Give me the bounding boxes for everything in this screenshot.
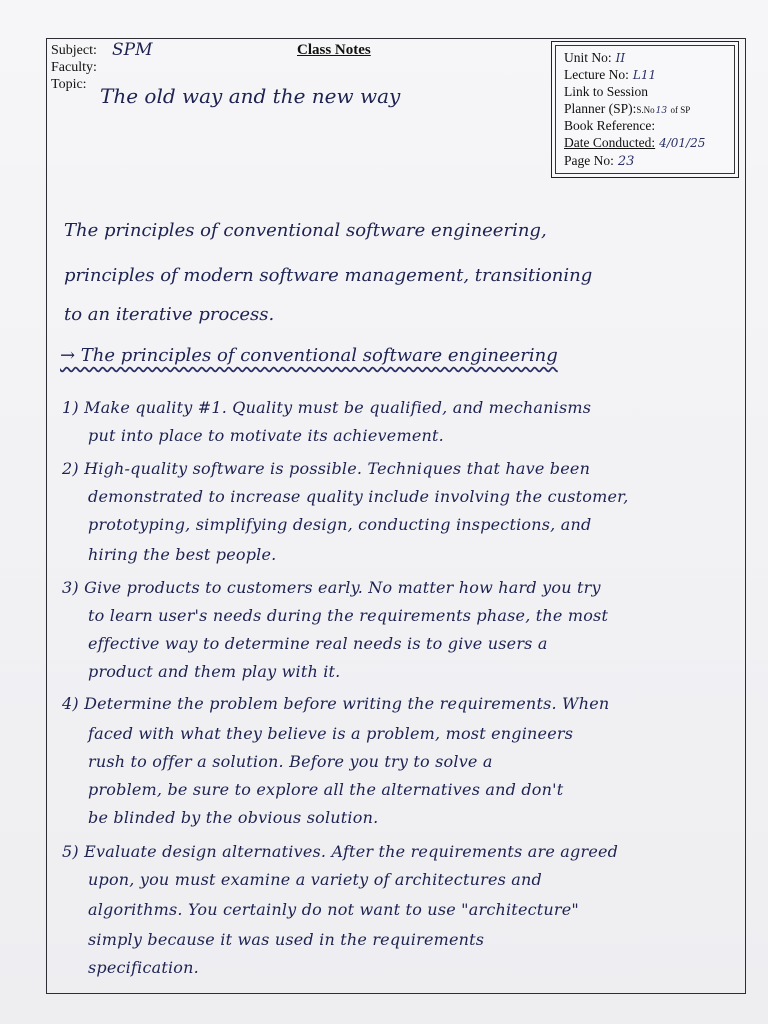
page-label: Page No: [564, 153, 614, 168]
intro-line-3: to an iterative process. [64, 304, 275, 325]
unit-label: Unit No: [564, 50, 612, 65]
planner-prefix: S.No [636, 105, 655, 115]
page-row [564, 153, 634, 169]
item-4-line-3: rush to offer a solution. Before you try to solve a [88, 752, 493, 771]
item-2-line-2: demonstrated to increase quality include involving the customer, [88, 487, 629, 506]
planner-value: 13 [655, 106, 668, 116]
subject-field [51, 43, 97, 59]
planner-row [564, 101, 690, 117]
unit-value: II [615, 51, 626, 65]
item-5-line-5: specification. [88, 958, 199, 977]
page-value: 23 [617, 154, 635, 169]
lecture-label: Lecture No: [564, 67, 629, 82]
intro-line-2: principles of modern software management, transitioning [64, 265, 593, 286]
lecture-info-box [551, 41, 739, 178]
planner-suffix: of SP [670, 105, 691, 115]
planner-label: Planner (SP): [564, 101, 637, 116]
item-2-line-3: prototyping, simplifying design, conducting inspections, and [88, 515, 592, 534]
item-3-line-2: to learn user's needs during the requirements phase, the most [88, 606, 609, 625]
item-4-line-2: faced with what they believe is a problem, most engineers [88, 724, 574, 743]
unit-row [564, 50, 625, 66]
item-5-line-1: 5) Evaluate design alternatives. After the requirements are agreed [62, 842, 619, 861]
subject-value: SPM [112, 40, 153, 60]
item-4-line-4: problem, be sure to explore all the alternatives and don't [88, 780, 564, 799]
item-5-line-2: upon, you must examine a variety of architectures and [88, 870, 542, 889]
item-2-line-4: hiring the best people. [88, 545, 277, 564]
item-1-line-1: 1) Make quality #1. Quality must be qualified, and mechanisms [62, 398, 592, 417]
book-row: Book Reference: [564, 118, 656, 133]
item-3-line-1: 3) Give products to customers early. No matter how hard you try [62, 578, 601, 597]
item-1-line-2: put into place to motivate its achievement. [88, 426, 444, 445]
date-row [564, 135, 705, 151]
topic-value: The old way and the new way [100, 84, 401, 108]
item-3-line-4: product and them play with it. [88, 662, 341, 681]
item-2-line-1: 2) High-quality software is possible. Techniques that have been [62, 459, 591, 478]
topic-label: Topic: [51, 77, 87, 92]
section-heading: → The principles of conventional software engineering [60, 345, 558, 366]
item-4-line-1: 4) Determine the problem before writing the requirements. When [62, 694, 610, 713]
item-3-line-3: effective way to determine real needs is to give users a [88, 634, 548, 653]
link-row: Link to Session [564, 84, 649, 99]
date-value: 4/01/25 [659, 136, 706, 150]
lecture-value: L11 [632, 68, 657, 82]
faculty-label: Faculty: [51, 60, 97, 75]
date-label: Date Conducted: [564, 135, 656, 150]
intro-line-1: The principles of conventional software engineering, [64, 220, 547, 241]
item-5-line-4: simply because it was used in the requirements [88, 930, 485, 949]
page-title: Class Notes [297, 42, 371, 58]
item-5-line-3: algorithms. You certainly do not want to use "architecture" [88, 900, 579, 919]
subject-label: Subject: [51, 43, 97, 58]
lecture-row [564, 67, 656, 83]
item-4-line-5: be blinded by the obvious solution. [88, 808, 379, 827]
